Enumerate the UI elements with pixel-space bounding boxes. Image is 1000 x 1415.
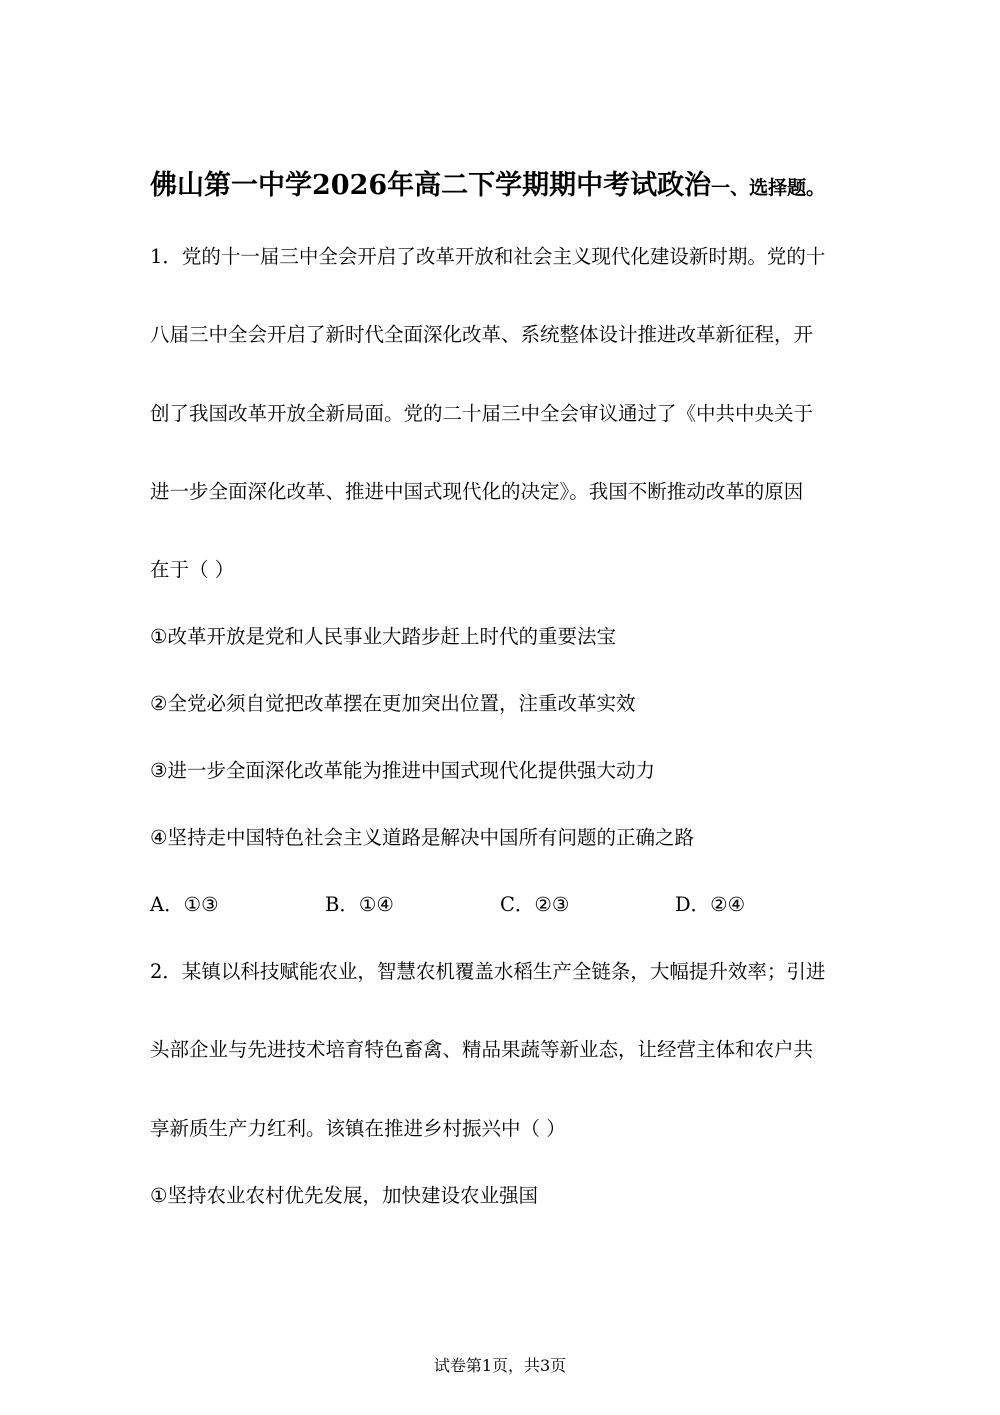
exam-title: 佛山第一中学2026年高二下学期期中考试政治 [150, 170, 712, 201]
option-letter: B． [325, 893, 359, 916]
option-text: ①④ [358, 893, 394, 916]
option-text: ②③ [534, 893, 570, 916]
option-letter: A． [150, 893, 184, 916]
page-footer: 试卷第1页，共3页 [433, 1356, 567, 1375]
question-1-line-5: 在于（ ） [150, 558, 235, 581]
question-2-line-2: 头部企业与先进技术培育特色畜禽、精品果蔬等新业态，让经营主体和农户共 [150, 1038, 814, 1061]
question-1-line-3: 创了我国改革开放全新局面。党的二十届三中全会审议通过了《中共中央关于 [150, 402, 814, 425]
question-text: 某镇以科技赋能农业，智慧农机覆盖水稻生产全链条，大幅提升效率；引进 [181, 960, 826, 983]
question-1-statement-3: ③进一步全面深化改革能为推进中国式现代化提供强大动力 [150, 759, 655, 782]
question-1-line-1 [150, 243, 825, 271]
question-1-option-c[interactable] [500, 891, 569, 919]
question-2-line-3: 享新质生产力红利。该镇在推进乡村振兴中（ ） [150, 1117, 566, 1140]
option-letter: C． [500, 893, 535, 916]
document-title [150, 168, 825, 206]
question-1-option-b[interactable] [325, 891, 394, 919]
question-number: 1． [150, 245, 182, 268]
question-1-line-2: 八届三中全会开启了新时代全面深化改革、系统整体设计推进改革新征程，开 [150, 323, 814, 346]
question-1-option-d[interactable] [675, 891, 745, 919]
question-2-statement-1: ①坚持农业农村优先发展，加快建设农业强国 [150, 1184, 538, 1207]
question-1-statement-2: ②全党必须自觉把改革摆在更加突出位置，注重改革实效 [150, 692, 636, 715]
question-text: 党的十一届三中全会开启了改革开放和社会主义现代化建设新时期。党的十 [181, 245, 826, 268]
section-heading: 一、选择题。 [711, 177, 826, 199]
option-text: ①③ [183, 893, 219, 916]
question-1-statement-1: ①改革开放是党和人民事业大踏步赶上时代的重要法宝 [150, 625, 616, 648]
question-1-option-a[interactable] [150, 891, 219, 919]
question-1-statement-4: ④坚持走中国特色社会主义道路是解决中国所有问题的正确之路 [150, 826, 694, 849]
option-letter: D． [675, 893, 711, 916]
question-1-line-4: 进一步全面深化改革、推进中国式现代化的决定》。我国不断推动改革的原因 [150, 480, 804, 503]
question-number: 2． [150, 960, 182, 983]
question-2-line-1 [150, 958, 825, 986]
option-text: ②④ [710, 893, 746, 916]
